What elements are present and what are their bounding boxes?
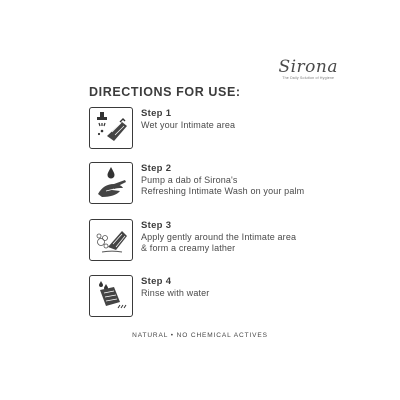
step-1-title: Step 1 <box>141 108 172 119</box>
step-3-desc-line-1: Apply gently around the Intimate area <box>141 232 297 242</box>
shower-hand-icon <box>89 107 133 149</box>
step-3 <box>89 219 296 261</box>
brand-tagline: The Daily Solution of Hygiene <box>282 76 335 80</box>
lather-hand-icon <box>89 219 133 261</box>
step-4-title: Step 4 <box>141 276 172 287</box>
step-1-desc-line-1: Wet your Intimate area <box>141 120 236 130</box>
brand-logo <box>278 58 338 80</box>
step-3-desc-line-2: & form a creamy lather <box>141 242 236 253</box>
step-4-desc-line-1: Rinse with water <box>141 288 210 298</box>
rinse-hand-icon <box>89 275 133 317</box>
step-2-desc-line-1: Pump a dab of Sirona's <box>141 175 238 185</box>
directions-heading: DIRECTIONS FOR USE: <box>89 85 241 99</box>
brand-name: Sirona <box>278 57 338 77</box>
step-4 <box>89 275 209 317</box>
step-1 <box>89 107 235 149</box>
step-3-title: Step 3 <box>141 220 172 231</box>
step-2-desc-line-2: Refreshing Intimate Wash on your palm <box>141 185 305 196</box>
step-2-title: Step 2 <box>141 163 172 174</box>
step-2 <box>89 162 304 204</box>
footer-tagline: NATURAL • NO CHEMICAL ACTIVES <box>132 332 268 339</box>
drop-palm-icon <box>89 162 133 204</box>
